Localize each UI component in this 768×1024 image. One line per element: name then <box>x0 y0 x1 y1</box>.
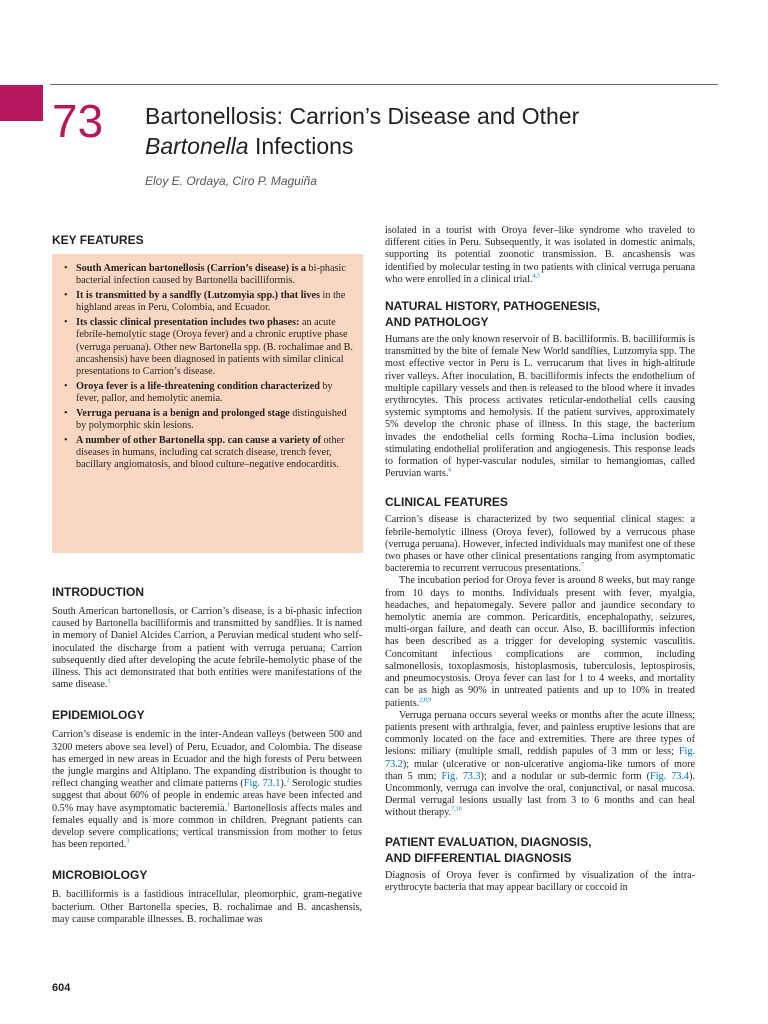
clinical-text: Verruga peruana occurs several weeks or months after the acute illness; patients present with arthralgia, fever, and painless eruptive lesions that are commonly located on the face and extremities. There are three types of lesions: miliary (multiple small, reddish papules of 3 mm or less; <box>385 709 695 758</box>
reference-link[interactable]: 2,8,9 <box>419 697 432 704</box>
microbiology-continued-paragraph <box>385 225 695 286</box>
chapter-title-line1: Bartonellosis: Carrion’s Disease and Other <box>145 103 580 129</box>
key-features-box <box>52 254 363 553</box>
key-feature-text: in the highland areas in Peru, Colombia, and Ecuador. <box>76 290 346 314</box>
natural-history-heading-line2: AND PATHOLOGY <box>385 315 489 330</box>
clinical-features-heading: CLINICAL FEATURES <box>385 495 508 510</box>
key-feature-bold: Oroya fever is a life-threatening condition characterized <box>76 380 320 392</box>
clinical-paragraph-1 <box>385 514 695 575</box>
key-feature-text: other diseases in humans, including cat scratch disease, trench fever, bacillary angiomatosis, and blood culture–negative endocarditis. <box>76 435 345 471</box>
clinical-text: The incubation period for Oroya fever is around 8 weeks, but may range from 10 days to months. Individuals present with fever, myalgia, headaches, and hepatomegaly. Severe pallor and jaundice secondary to hemolytic anemia are common. Pericarditis, encephalopathy, seizures, multi-organ failure, and death can occur. Also, B. bacilliformis infection has been described as a trigger for developing systemic vasculitis. Concomitant infectious complications are common, including salmonellosis, toxoplasmosis, histoplasmosis, tuberculosis, leptospirosis, and pneumocystosis. Oroya fever can last for 1 to 4 weeks, and mortality can be as high as 90% in untreated patients and up to 10% in treated patients. <box>385 575 695 709</box>
figure-link[interactable]: Fig. 73.1 <box>243 778 281 790</box>
reference-link[interactable]: 1 <box>227 802 231 809</box>
chapter-title-italic: Bartonella <box>145 133 249 159</box>
key-feature-item <box>64 263 353 287</box>
key-feature-item <box>64 435 353 471</box>
left-column <box>52 584 362 926</box>
key-feature-item <box>64 290 353 314</box>
chapter-number: 73 <box>52 95 104 147</box>
natural-history-heading <box>385 298 695 330</box>
patient-evaluation-heading-line1: PATIENT EVALUATION, DIAGNOSIS, <box>385 834 592 849</box>
key-features-list <box>64 263 353 472</box>
key-feature-bold: South American bartonellosis (Carrion’s disease) is a <box>76 263 306 274</box>
reference-link[interactable]: 1 <box>107 678 111 685</box>
clinical-paragraph-3 <box>385 710 695 820</box>
clinical-text: Carrion’s disease is characterized by two sequential clinical stages: a febrile-hemolytic illness (Oroya fever), followed by a verrucous phase (verruga peruana). However, infected individuals may manifest one of these two phases or have other clinical presentations ranging from asymptomatic bacteremia to recurrent verrucous presentations. <box>385 514 695 575</box>
reference-link[interactable]: 2 <box>286 777 290 784</box>
chapter-color-tab <box>0 85 43 121</box>
patient-evaluation-paragraph: Diagnosis of Oroya fever is confirmed by visualization of the intra-erythrocyte bacteria that may appear bacillary or coccoid in <box>385 869 695 893</box>
reference-link[interactable]: 4,5 <box>532 273 540 280</box>
figure-link[interactable]: Fig. 73.4 <box>650 770 690 782</box>
reference-link[interactable]: 7,10 <box>451 806 462 813</box>
introduction-heading: INTRODUCTION <box>52 585 144 599</box>
key-feature-bold: Verruga peruana is a benign and prolonged stage <box>76 408 290 420</box>
key-feature-item <box>64 381 353 405</box>
natural-history-paragraph <box>385 334 695 480</box>
introduction-text: South American bartonellosis, or Carrion’s disease, is a bi-phasic infection caused by Bartonella bacilliformis and transmitted by sandflies. It is named in memory of Daniel Alcides Carrion, a Peruvian medical student who self-inoculated the discharge from a patient with verruga peruana; Carrion subsequently died after developing the acute febrile-hemolytic phase of the illness. This act demonstrated that both entities were manifestations of the same disease. <box>52 606 362 691</box>
chapter-title-line2: Infections <box>248 133 354 159</box>
key-feature-text: an acute febrile-hemolytic stage (Oroya fever) and a chronic eruptive phase (verruga peruana). Other new Bartonella spp. (B. rochalimae and B. ancashensis) have been diagnosed in patients with similar clinical presentations to Carrion’s disease. <box>76 317 353 377</box>
clinical-text: ); mular (ulcerative or non-ulcerative angioma-like tumors of more than 5 mm; <box>385 758 695 782</box>
epidemiology-text: Carrion’s disease is endemic in the inter-Andean valleys (between 500 and 3200 meters above sea level) of Peru, Ecuador, and Colombia. The disease has emerged in new areas in Ecuador and the high forests of Peru between the jungle margins and Altiplano. The expanding distribution is thought to reflect changing weather and climate patterns ( <box>52 729 362 790</box>
key-feature-text: bi-phasic bacterial infection caused by Bartonella bacilliformis. <box>76 263 346 287</box>
reference-link[interactable]: 7 <box>581 562 585 569</box>
key-features-heading: KEY FEATURES <box>52 233 144 247</box>
right-column <box>385 225 695 894</box>
epidemiology-heading: EPIDEMIOLOGY <box>52 708 145 723</box>
natural-history-heading-line1: NATURAL HISTORY, PATHOGENESIS, <box>385 299 601 314</box>
page-number: 604 <box>52 982 71 994</box>
epidemiology-text: Serologic studies suggest that about 60% of people in endemic areas have been infected and 0.5% may have asymptomatic bacteremia. <box>52 778 362 814</box>
reference-link[interactable]: 3 <box>126 838 130 845</box>
clinical-paragraph-2 <box>385 575 695 709</box>
clinical-text: ); and a nodular or sub-dermic form ( <box>480 770 651 782</box>
chapter-authors: Eloy E. Ordaya, Ciro P. Maguiña <box>145 174 317 188</box>
natural-history-text: Humans are the only known reservoir of B. bacilliformis. B. bacilliformis is transmitted by the bite of female New World sandflies, Lutzomyia spp. The most effective vector in Peru is L. verrucarum that lives in high-altitude river valleys. After inoculation, B. bacilliformis infects the endothelium of multiple capillary vessels and then is released to the blood where it invades erythrocytes. This process activates reticular-endothelial cells causing systemic symptoms and hemolysis. If the patient survives, approximately 5% develop the chronic phase of illness. In this stage, the bacterium invades the endothelial cells forming Rocha–Lima inclusion bodies, stimulating endothelial proliferation and angiogenesis. This response leads to formation of hyper-vascular nodules, similar to hemangiomas, called Peruvian warts. <box>385 334 695 480</box>
key-feature-bold: A number of other Bartonella spp. can cause a variety of <box>76 435 321 447</box>
reference-link[interactable]: 6 <box>448 467 452 474</box>
key-feature-item <box>64 317 353 377</box>
patient-evaluation-heading <box>385 834 695 866</box>
key-feature-text: distinguished by polymorphic skin lesions. <box>76 408 347 432</box>
epidemiology-paragraph <box>52 729 362 851</box>
clinical-text: ). Uncommonly, verruga can involve the oral, conjunctival, or nasal mucosa. Dermal verrugal lesions usually last from 3 to 6 months and can heal without therapy. <box>385 770 696 819</box>
key-feature-bold: It is transmitted by a sandfly (Lutzomyia spp.) that lives <box>76 290 320 302</box>
key-feature-bold: Its classic clinical presentation includes two phases: <box>76 317 300 329</box>
introduction-paragraph <box>52 606 362 691</box>
figure-link[interactable]: Fig. 73.2 <box>385 746 695 770</box>
header-rule <box>50 84 718 85</box>
epidemiology-text: Bartonellosis affects males and females equally and is more common in children. Pregnant patients can develop severe complications; vertical transmission from mother to fetus has been reported. <box>52 802 363 851</box>
microbiology-heading: MICROBIOLOGY <box>52 868 148 883</box>
patient-evaluation-heading-line2: AND DIFFERENTIAL DIAGNOSIS <box>385 850 572 865</box>
key-feature-text: by fever, pallor, and hemolytic anemia. <box>76 380 333 404</box>
microbiology-paragraph: B. bacilliformis is a fastidious intracellular, pleomorphic, gram-negative bacterium. Other Bartonella species, B. rochalimae and B. ancashensis, may cause comparable illnesses. B. rochalimae was <box>52 889 362 925</box>
figure-link[interactable]: Fig. 73.3 <box>441 770 481 782</box>
microbiology-continued-text: isolated in a tourist with Oroya fever–like syndrome who traveled to different cities in Peru. Subsequently, it was isolated in domestic animals, supporting its potential zoonotic transmission. B. ancashensis was identified by molecular testing in two patients with clinical verruga peruana who were enrolled in a clinical trial. <box>385 225 695 285</box>
key-feature-item <box>64 408 353 432</box>
epidemiology-text: ). <box>280 778 287 790</box>
chapter-title <box>145 101 579 161</box>
